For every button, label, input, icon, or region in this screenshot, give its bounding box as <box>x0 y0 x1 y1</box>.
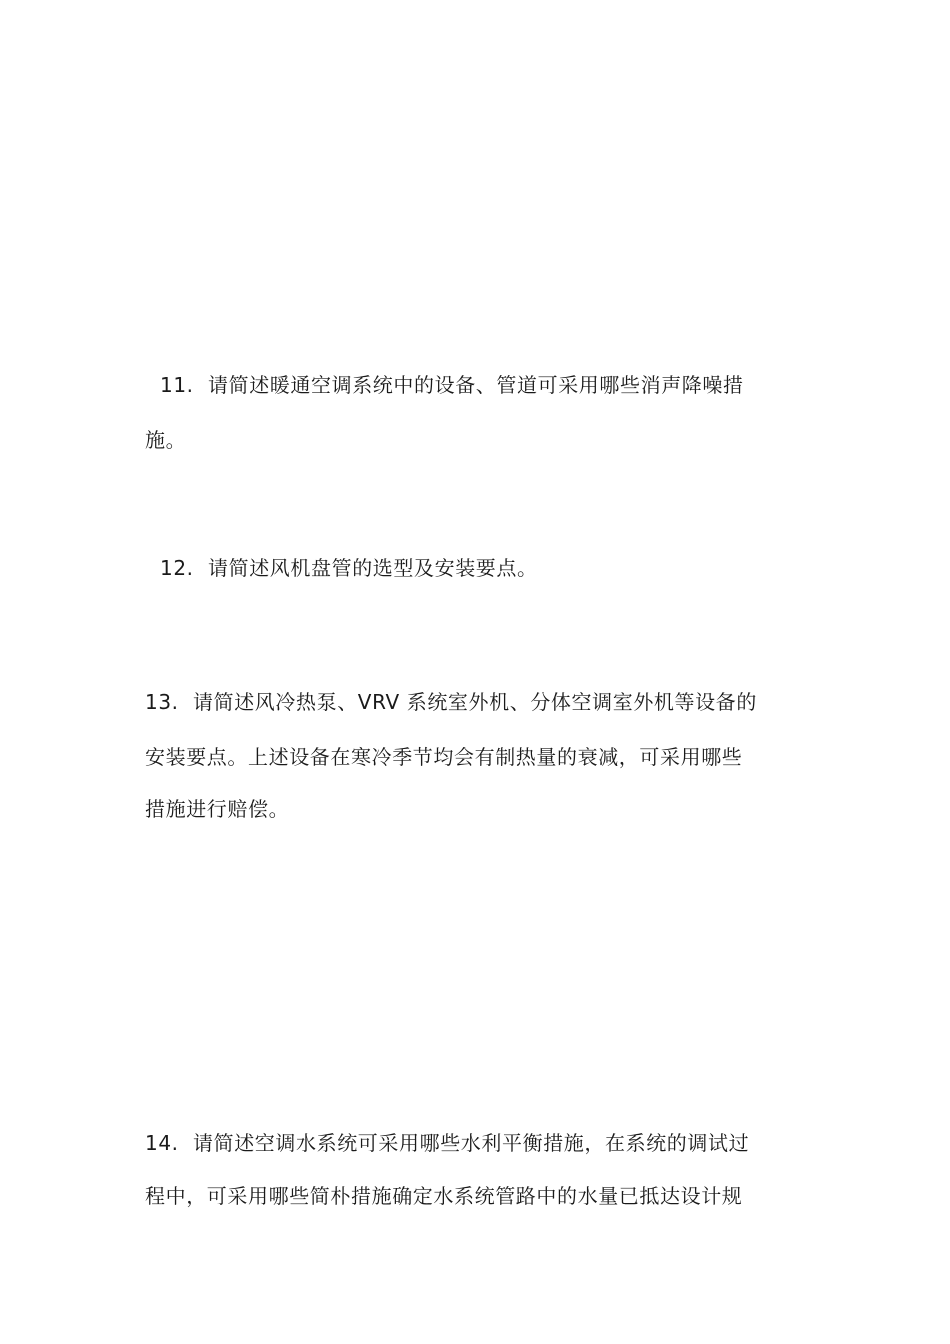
question-11-text-2: 施。 <box>145 428 187 452</box>
question-14-line-1 <box>145 1129 749 1157</box>
question-14-number: 14. <box>145 1131 179 1155</box>
question-14-text-1: 请简述空调水系统可采用哪些水利平衡措施，在系统的调试过 <box>193 1131 750 1155</box>
question-11-line-1 <box>160 371 744 399</box>
question-13-line-1 <box>145 688 757 716</box>
question-13-line-3 <box>145 795 289 823</box>
question-13-number: 13. <box>145 690 179 714</box>
question-12-number: 12. <box>160 556 194 580</box>
question-13-text-2: 安装要点。上述设备在寒冷季节均会有制热量的衰减，可采用哪些 <box>145 745 743 769</box>
question-11-line-2 <box>145 426 186 454</box>
question-11-number: 11. <box>160 373 194 397</box>
question-14-text-2: 程中，可采用哪些简朴措施确定水系统管路中的水量已抵达设计规 <box>145 1184 743 1208</box>
question-11-text-1: 请简述暖通空调系统中的设备、管道可采用哪些消声降噪措 <box>208 373 744 397</box>
question-13-line-2 <box>145 743 742 771</box>
question-13-text-3: 措施进行赔偿。 <box>145 797 290 821</box>
question-13-text-1: 请简述风冷热泵、VRV 系统室外机、分体空调室外机等设备的 <box>193 690 757 714</box>
question-12-line-1 <box>160 554 538 582</box>
question-12-text-1: 请简述风机盘管的选型及安装要点。 <box>208 556 538 580</box>
question-14-line-2 <box>145 1182 742 1210</box>
